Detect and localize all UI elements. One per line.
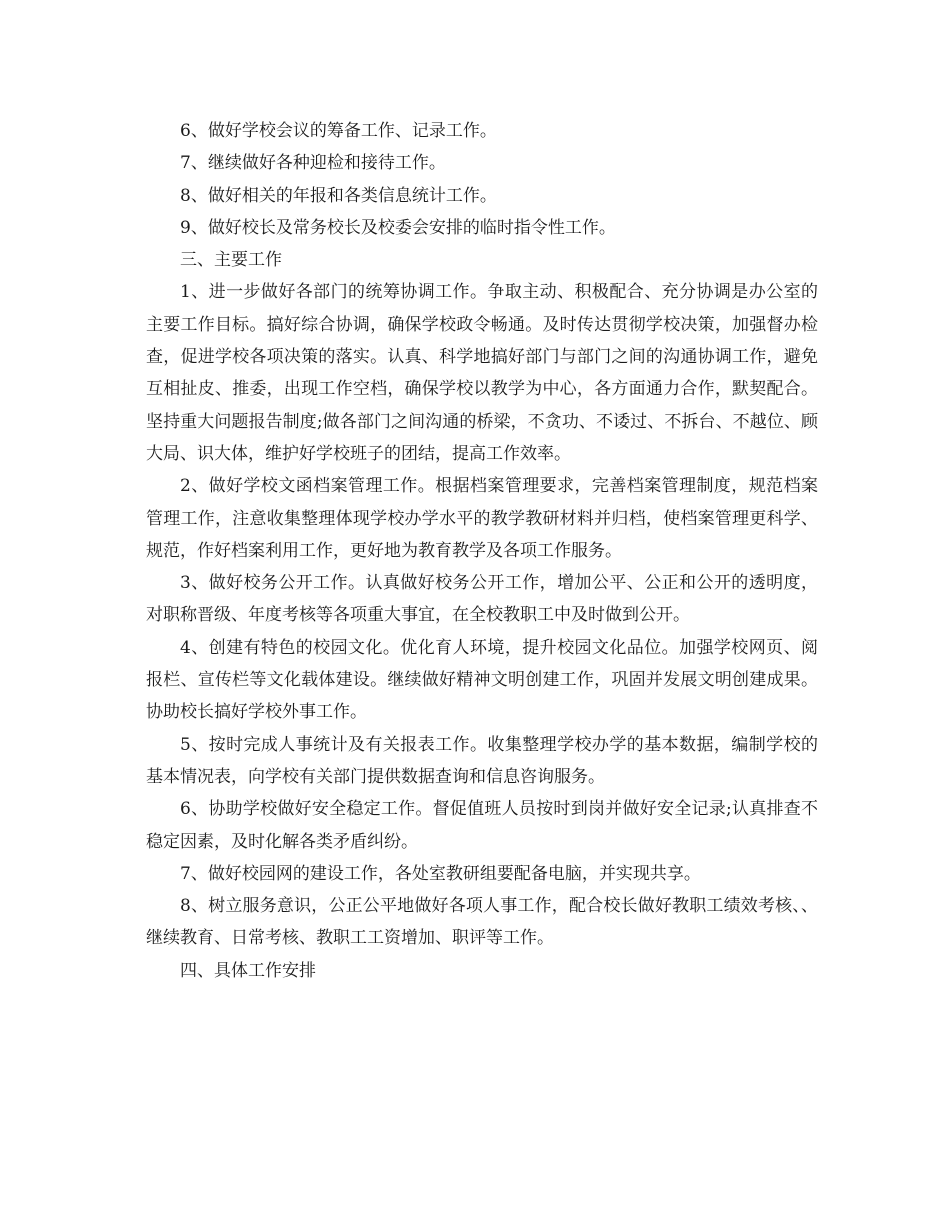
paragraph-coordination: 1、进一步做好各部门的统筹协调工作。争取主动、积极配合、充分协调是办公室的主要工作目标。搞好综合协调，确保学校政令畅通。及时传达贯彻学校决策，加强督办检查，促进学校各项决策的落实。认真、科学地搞好部门与部门之间的沟通协调工作，避免互相扯皮、推委，出现工作空档，确保学校以教学为中心，各方面通力合作，默契配合。坚持重大问题报告制度;做各部门之间沟通的桥梁，不贪功、不诿过、不拆台、不越位、顾大局、识大体，维护好学校班子的团结，提高工作效率。 (146, 282, 818, 464)
paragraph-campus-network: 7、做好校园网的建设工作，各处室教研组要配备电脑，并实现共享。 (180, 863, 701, 884)
paragraph-item-8: 8、做好相关的年报和各类信息统计工作。 (180, 185, 497, 206)
paragraph-personnel-statistics: 5、按时完成人事统计及有关报表工作。收集整理学校办学的基本数据，编制学校的基本情况表，向学校有关部门提供数据查询和信息咨询服务。 (146, 734, 818, 787)
section-heading-main-work: 三、主要工作 (180, 250, 282, 271)
paragraph-transparency: 3、做好校务公开工作。认真做好校务公开工作，增加公平、公正和公开的透明度，对职称晋级、年度考核等各项重大事宜，在全校教职工中及时做到公开。 (146, 573, 818, 626)
section-heading-work-arrangement: 四、具体工作安排 (180, 960, 316, 981)
paragraph-archives: 2、做好学校文函档案管理工作。根据档案管理要求，完善档案管理制度，规范档案管理工作，注意收集整理体现学校办学水平的教学教研材料并归档，使档案管理更科学、规范，作好档案利用工作，更好地为教育教学及各项工作服务。 (146, 476, 818, 561)
paragraph-item-7: 7、继续做好各种迎检和接待工作。 (180, 153, 446, 174)
paragraph-safety: 6、协助学校做好安全稳定工作。督促值班人员按时到岗并做好安全记录;认真排查不稳定因素，及时化解各类矛盾纠纷。 (146, 799, 818, 852)
paragraph-service: 8、树立服务意识，公正公平地做好各项人事工作，配合校长做好教职工绩效考核、、继续教育、日常考核、教职工工资增加、职评等工作。 (146, 896, 818, 949)
document-body (146, 115, 818, 987)
paragraph-campus-culture: 4、创建有特色的校园文化。优化育人环境，提升校园文化品位。加强学校网页、阅报栏、宣传栏等文化载体建设。继续做好精神文明创建工作，巩固并发展文明创建成果。协助校长搞好学校外事工作。 (146, 637, 818, 723)
paragraph-item-6: 6、做好学校会议的筹备工作、记录工作。 (180, 121, 497, 141)
paragraph-item-9: 9、做好校长及常务校长及校委会安排的临时指令性工作。 (180, 217, 616, 238)
